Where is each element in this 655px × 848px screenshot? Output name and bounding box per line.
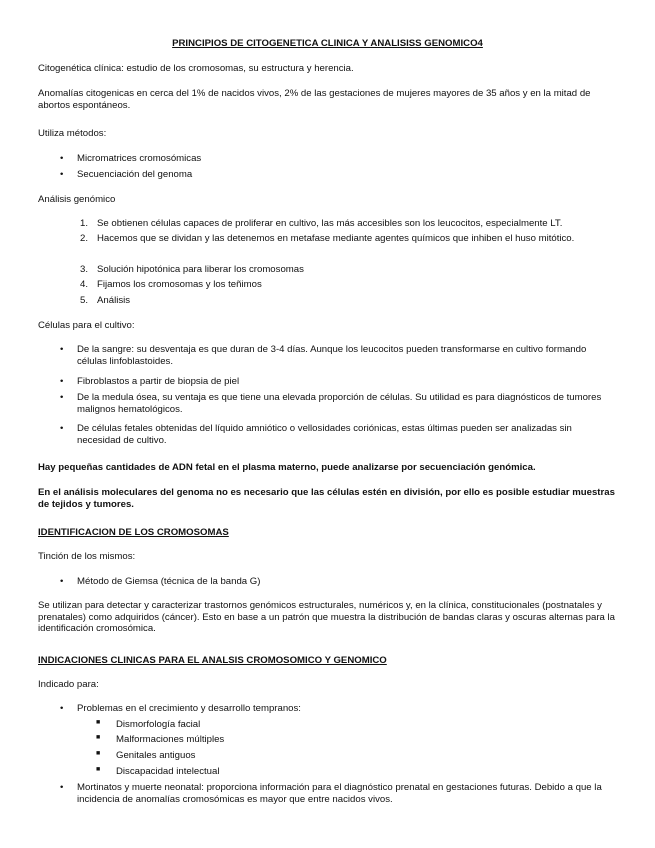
- list-item-text: De células fetales obtenidas del líquido amniótico o vellosidades coriónicas, estas últimas pueden ser analizadas sin necesidad de cultivo.: [77, 423, 572, 446]
- square-bullet-marker: ■: [96, 750, 101, 757]
- list-item-text: Micromatrices cromosómicas: [77, 153, 202, 164]
- paragraph-se-utilizan: Se utilizan para detectar y caracterizar trastornos genómicos estructurales, numéricos y, en la clínica, constitucionales (postnatales y prenatales) como adquiridos (cáncer). Esto en base a un patrón que muestra la distribución de bandas claras y oscuras alternas para la identificación cromosómica.: [38, 600, 616, 635]
- bullet-marker: •: [60, 169, 64, 180]
- bullet-marker: •: [60, 703, 64, 714]
- list-item-text: De la sangre: su desventaja es que duran de 3-4 días. Aunque los leucocitos pueden transformarse en cultivo formando células linfoblastoides.: [77, 344, 587, 367]
- item-number: 3.: [79, 264, 88, 275]
- paragraph-adn-fetal: Hay pequeñas cantidades de ADN fetal en el plasma materno, puede analizarse por secuenciación genómica.: [38, 462, 536, 473]
- document-title: PRINCIPIOS DE CITOGENETICA CLINICA Y ANALISISS GENOMICO4: [172, 38, 483, 49]
- list-item-text: Método de Giemsa (técnica de la banda G): [77, 576, 261, 587]
- square-bullet-marker: ■: [96, 766, 101, 773]
- item-number: 4.: [79, 279, 88, 290]
- paragraph-indicado: Indicado para:: [38, 679, 99, 690]
- paragraph-analisis-moleculares: En el análisis moleculares del genoma no es necesario que las células estén en división, por ello es posible estudiar muestras de tejidos y tumores.: [38, 487, 615, 510]
- square-bullet-marker: ■: [96, 734, 101, 741]
- paragraph-celulas: Células para el cultivo:: [38, 320, 135, 331]
- paragraph-anomalias: Anomalías citogenicas en cerca del 1% de nacidos vivos, 2% de las gestaciones de mujeres mayores de 35 años y en la mitad de abortos espontáneos.: [38, 88, 591, 111]
- numbered-item-text: Análisis: [97, 295, 131, 306]
- sub-list-item-text: Genitales antiguos: [116, 750, 196, 761]
- bullet-marker: •: [60, 376, 64, 387]
- paragraph-citogenetica: Citogenética clínica: estudio de los cromosomas, su estructura y herencia.: [38, 63, 354, 74]
- heading-identificacion: IDENTIFICACION DE LOS CROMOSOMAS: [38, 527, 229, 538]
- list-item-text: De la medula ósea, su ventaja es que tiene una elevada proporción de células. Su utilidad es para diagnósticos de tumores malignos hematológicos.: [77, 392, 602, 415]
- bullet-marker: •: [60, 392, 64, 403]
- bullet-marker: •: [60, 423, 64, 434]
- numbered-item-text: Fijamos los cromosomas y los teñimos: [97, 279, 262, 290]
- sub-list-item-text: Dismorfología facial: [116, 719, 201, 730]
- list-item-text: Secuenciación del genoma: [77, 169, 193, 180]
- item-number: 2.: [79, 233, 88, 244]
- item-number: 1.: [79, 218, 88, 229]
- bullet-marker: •: [60, 576, 64, 587]
- paragraph-analisis-genomico: Análisis genómico: [38, 194, 116, 205]
- heading-indicaciones: INDICACIONES CLINICAS PARA EL ANALSIS CROMOSOMICO Y GENOMICO: [38, 655, 387, 666]
- sub-list-item-text: Malformaciones múltiples: [116, 734, 225, 745]
- paragraph-utiliza: Utiliza métodos:: [38, 128, 107, 139]
- list-item-text: Problemas en el crecimiento y desarrollo tempranos:: [77, 703, 301, 714]
- bullet-marker: •: [60, 344, 64, 355]
- numbered-item-text: Solución hipotónica para liberar los cromosomas: [97, 264, 304, 275]
- numbered-item-text: Se obtienen células capaces de proliferar en cultivo, las más accesibles son los leucocitos, especialmente LT.: [97, 218, 563, 229]
- item-number: 5.: [79, 295, 88, 306]
- sub-list-item-text: Discapacidad intelectual: [116, 766, 220, 777]
- paragraph-tincion: Tinción de los mismos:: [38, 551, 136, 562]
- square-bullet-marker: ■: [96, 719, 101, 726]
- bullet-marker: •: [60, 153, 64, 164]
- list-item-text: Mortinatos y muerte neonatal: proporciona información para el diagnóstico prenatal en gestaciones futuras. Debido a que la incidencia de anomalías cromosómicas es mayor que entre nacidos vivos.: [77, 782, 602, 805]
- numbered-item-text: Hacemos que se dividan y las detenemos en metafase mediante agentes químicos que inhiben el huso mitótico.: [97, 233, 575, 244]
- list-item-text: Fibroblastos a partir de biopsia de piel: [77, 376, 240, 387]
- bullet-marker: •: [60, 782, 64, 793]
